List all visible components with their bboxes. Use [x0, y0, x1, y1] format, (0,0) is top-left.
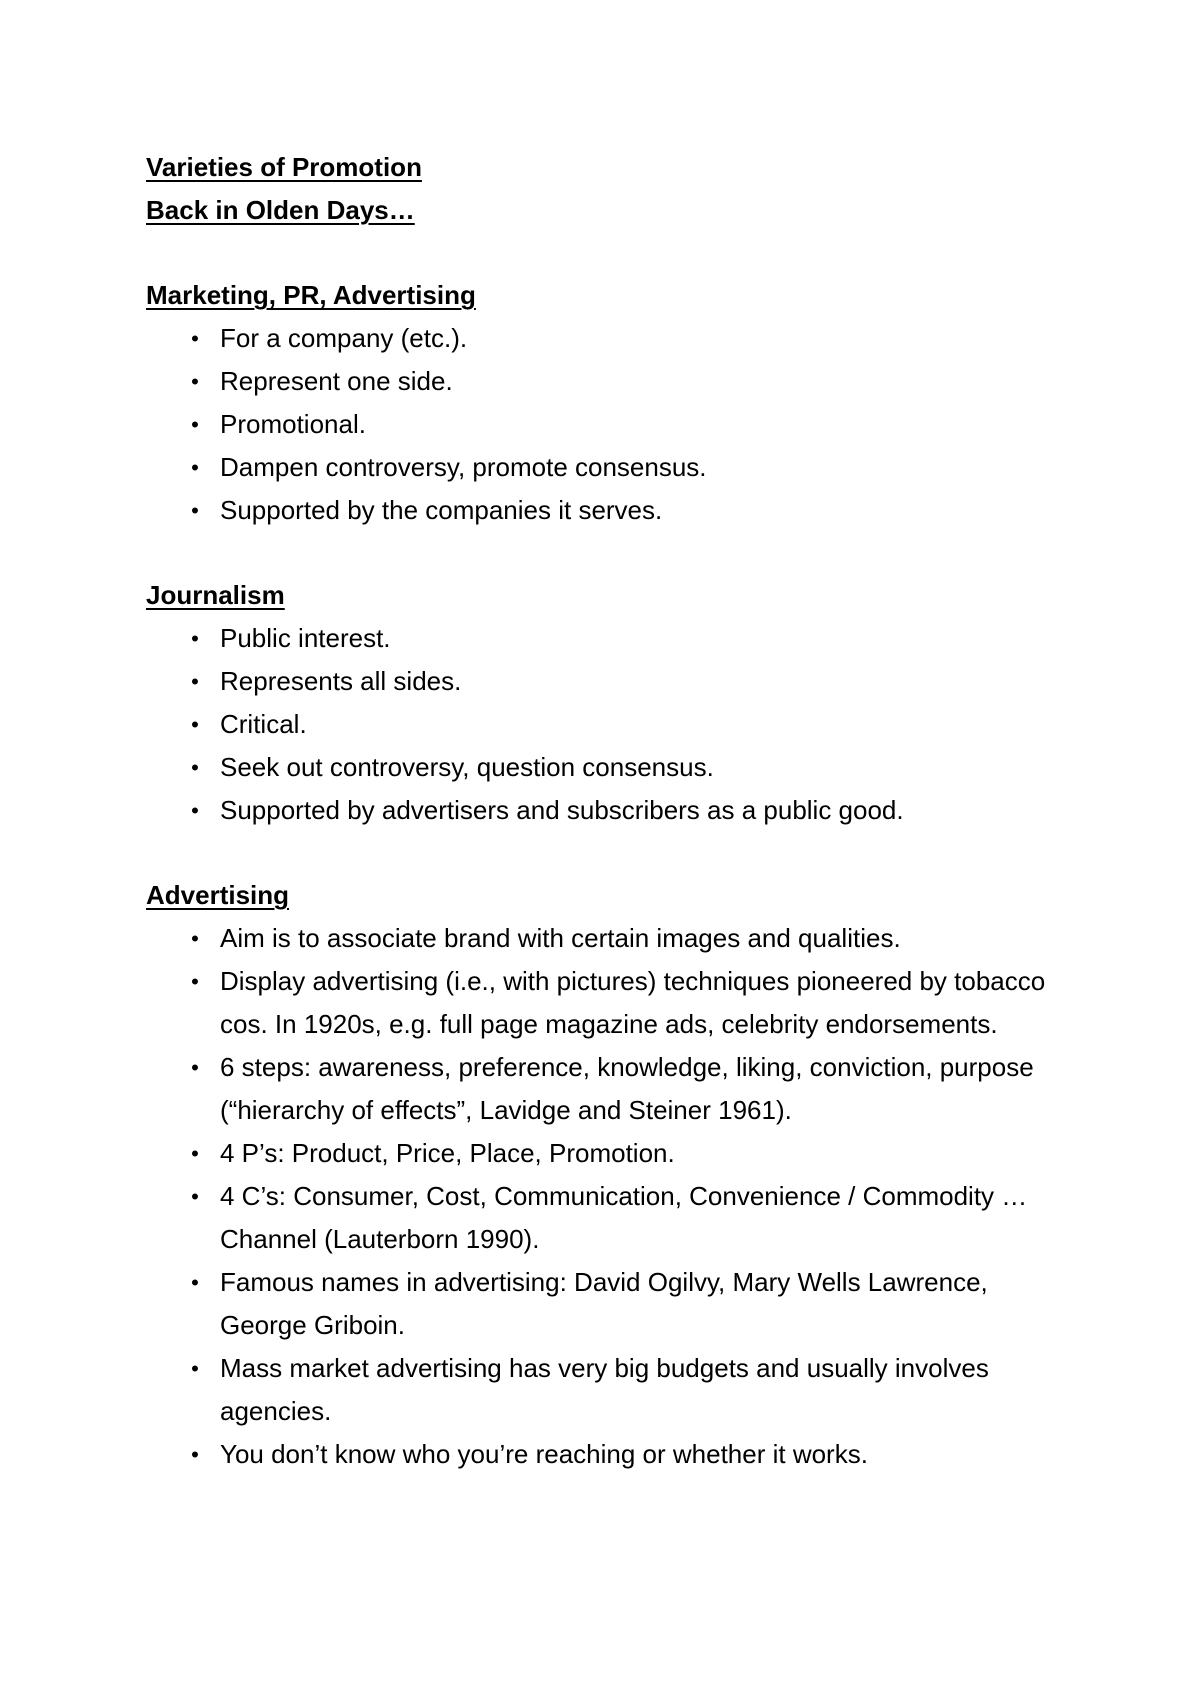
list-item	[146, 1175, 1076, 1261]
list-item	[146, 917, 1076, 960]
list-item-text: You don’t know who you’re reaching or whether it works.	[220, 1439, 868, 1469]
list-item	[146, 360, 1076, 403]
bullet-icon: •	[191, 1356, 199, 1381]
section-heading: Advertising	[146, 880, 290, 910]
bullet-list	[146, 917, 1076, 1476]
list-item	[146, 660, 1076, 703]
section-marketing-pr-advertising	[146, 274, 1076, 532]
bullet-icon: •	[191, 669, 199, 694]
list-item	[146, 1347, 1076, 1433]
bullet-icon: •	[191, 798, 199, 823]
bullet-icon: •	[191, 712, 199, 737]
list-item	[146, 489, 1076, 532]
bullet-list	[146, 317, 1076, 532]
list-item	[146, 403, 1076, 446]
spacer	[146, 832, 1076, 874]
bullet-list	[146, 617, 1076, 832]
bullet-icon: •	[191, 626, 199, 651]
list-item-text: Represent one side.	[220, 366, 453, 396]
bullet-icon: •	[191, 455, 199, 480]
list-item	[146, 789, 1076, 832]
list-item-text: Mass market advertising has very big budgets and usually involves agencies.	[220, 1353, 989, 1426]
list-item	[146, 1132, 1076, 1175]
bullet-icon: •	[191, 1442, 199, 1467]
list-item	[146, 446, 1076, 489]
bullet-icon: •	[191, 1270, 199, 1295]
section-heading: Marketing, PR, Advertising	[146, 280, 476, 310]
list-item-text: Supported by the companies it serves.	[220, 495, 663, 525]
list-item-text: Dampen controversy, promote consensus.	[220, 452, 707, 482]
list-item	[146, 746, 1076, 789]
list-item	[146, 1046, 1076, 1132]
bullet-icon: •	[191, 1055, 199, 1080]
bullet-icon: •	[191, 412, 199, 437]
list-item	[146, 1261, 1076, 1347]
bullet-icon: •	[191, 755, 199, 780]
bullet-icon: •	[191, 969, 199, 994]
bullet-icon: •	[191, 326, 199, 351]
list-item	[146, 1433, 1076, 1476]
list-item-text: 6 steps: awareness, preference, knowledge, liking, conviction, purpose (“hierarchy of effects”, Lavidge and Steiner 1961).	[220, 1052, 1034, 1125]
list-item-text: Public interest.	[220, 623, 391, 653]
list-item-text: Supported by advertisers and subscribers as a public good.	[220, 795, 904, 825]
list-item-text: Seek out controversy, question consensus.	[220, 752, 714, 782]
list-item-text: For a company (etc.).	[220, 323, 468, 353]
bullet-icon: •	[191, 498, 199, 523]
document-title: Varieties of Promotion	[146, 152, 422, 182]
list-item	[146, 617, 1076, 660]
bullet-icon: •	[191, 369, 199, 394]
section-advertising	[146, 874, 1076, 1476]
list-item-text: Famous names in advertising: David Ogilvy, Mary Wells Lawrence, George Griboin.	[220, 1267, 988, 1340]
list-item	[146, 317, 1076, 360]
section-heading: Journalism	[146, 580, 285, 610]
list-item-text: Promotional.	[220, 409, 366, 439]
spacer	[146, 232, 1076, 274]
bullet-icon: •	[191, 1184, 199, 1209]
list-item-text: Critical.	[220, 709, 307, 739]
spacer	[146, 532, 1076, 574]
list-item-text: 4 P’s: Product, Price, Place, Promotion.	[220, 1138, 675, 1168]
document-content	[146, 146, 1076, 1476]
list-item	[146, 703, 1076, 746]
list-item-text: Aim is to associate brand with certain images and qualities.	[220, 923, 901, 953]
document-subtitle: Back in Olden Days…	[146, 195, 415, 225]
list-item-text: Represents all sides.	[220, 666, 462, 696]
bullet-icon: •	[191, 926, 199, 951]
section-journalism	[146, 574, 1076, 832]
list-item	[146, 960, 1076, 1046]
bullet-icon: •	[191, 1141, 199, 1166]
list-item-text: 4 C’s: Consumer, Cost, Communication, Convenience / Commodity … Channel (Lauterborn 1990).	[220, 1181, 1028, 1254]
list-item-text: Display advertising (i.e., with pictures) techniques pioneered by tobacco cos. In 1920s, e.g. full page magazine ads, celebrity endorsements.	[220, 966, 1046, 1039]
